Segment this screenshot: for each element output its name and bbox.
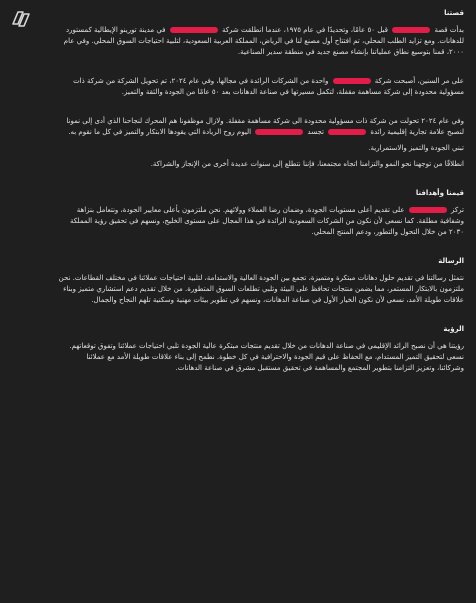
message-content [58, 8, 464, 392]
redaction-mark [328, 129, 366, 135]
vision-paragraph: رؤيتنا هي أن نصبح الرائد الإقليمي في صناعة الدهانات من خلال تقديم منتجات مبتكرة عالية الجودة تلبي احتياجات عملائنا وتفوق توقعاتهم. نسعى لتحقيق التميز المستدام، مع الحفاظ على قيم الجودة والاحترافية في كل خطوة. نطمح إلى بناء علاقات طويلة الأمد مع عملائنا وشركائنا، وتعزيز التزامنا بتطوير المجتمع والمساهمة في تحقيق مستقبل مشرق في صناعة الدهانات. [69, 342, 464, 372]
redaction-mark [255, 129, 303, 135]
redaction-mark [170, 27, 218, 33]
story-paragraph-4: تبني الجودة والتميز والاستمرارية. [368, 144, 464, 152]
values-paragraph: تركز على تقديم أعلى مستويات الجودة، وضمان رضا العملاء وولائهم. نحن ملتزمون بأعلى معايير الجودة، ونتعامل بنزاهة وشفافية مطلقة. كما نسعى لأن نكون من الشركات السعودية الرائدة في هذا المجال على مستوى الخليج، ونسهم في تحقيق رؤية المملكة ٢٠٣٠ من خلال التحول والتطور، ودعم المنتج المحلي. [69, 206, 464, 236]
copilot-icon[interactable] [10, 10, 32, 28]
story-paragraph-3: وفي عام ٢٠٢٤ تحولت من شركة ذات مسؤولية محدودة الى شركة مساهمة مقفلة. ولازال موظفونا هم المحرك لنجاحنا الذي أدى إلى نمونا لنصبح علامة تجارية إقليمية رائدة تجسد اليوم روح الريادة التي يقودها الابتكار والتميز في كل ما نقوم به. [66, 117, 464, 136]
section-title-story: قصتنا [444, 9, 464, 17]
story-paragraph-5: انطلاقًا من توجهنا نحو النمو والتزامنا اتجاه مجتمعنا، فإننا نتطلع إلى سنوات عديدة أخرى من الإنجاز والشراكة. [150, 160, 464, 168]
redaction-mark [333, 78, 371, 84]
section-title-values: قيمنا وأهدافنا [415, 189, 464, 197]
section-title-vision: الرؤية [443, 325, 464, 333]
section-title-mission: الرسالة [438, 257, 464, 265]
story-paragraph-1: بدأت قصة قبل ٥٠ عامًا، وتحديدًا في عام ١٩٧٥، عندما انطلقت شركة في مدينة تورينو الإيطالية كمستورد للدهانات. ومع تزايد الطلب المحلي، تم افتتاح أول مصنع لنا في الرياض، المملكة العربية السعودية، لتلبية احتياجات السوق المحلي. وفي عام ٢٠٠٠، قمنا بتوسيع نطاق عملياتنا بإنشاء مصنع جديد في منطقة سدير الصناعية. [63, 26, 464, 56]
redaction-mark [409, 207, 447, 213]
story-paragraph-2: على مر السنين، أصبحت شركة واحدة من الشركات الرائدة في مجالها، وفي عام ٢٠٢٤، تم تحويل الشركة من شركة ذات مسؤولية محدودة إلى شركة مساهمة مقفلة، لتكمل مسيرتها في صناعة الدهانات بعد ٥٠ عامًا من الجودة والثقة والتميز. [73, 77, 464, 96]
redaction-mark [392, 27, 430, 33]
mission-paragraph: نتمثل رسالتنا في تقديم حلول دهانات مبتكرة ومتميزة، تجمع بين الجودة العالية والاستدامة، لتلبية احتياجات عملائنا في مختلف القطاعات. نحن ملتزمون بالابتكار المستمر، مما يضمن منتجات تحافظ على البيئة وتلبي تطلعات السوق المتطورة. من خلال تقديم دعم استشاري متميز وبناء علاقات طويلة الأمد، نسعى لأن نكون الخيار الأول في صناعة الدهانات، ونسهم في تطوير بيئات مهنية وسكنية تلهم النجاح والجمال. [58, 274, 464, 304]
